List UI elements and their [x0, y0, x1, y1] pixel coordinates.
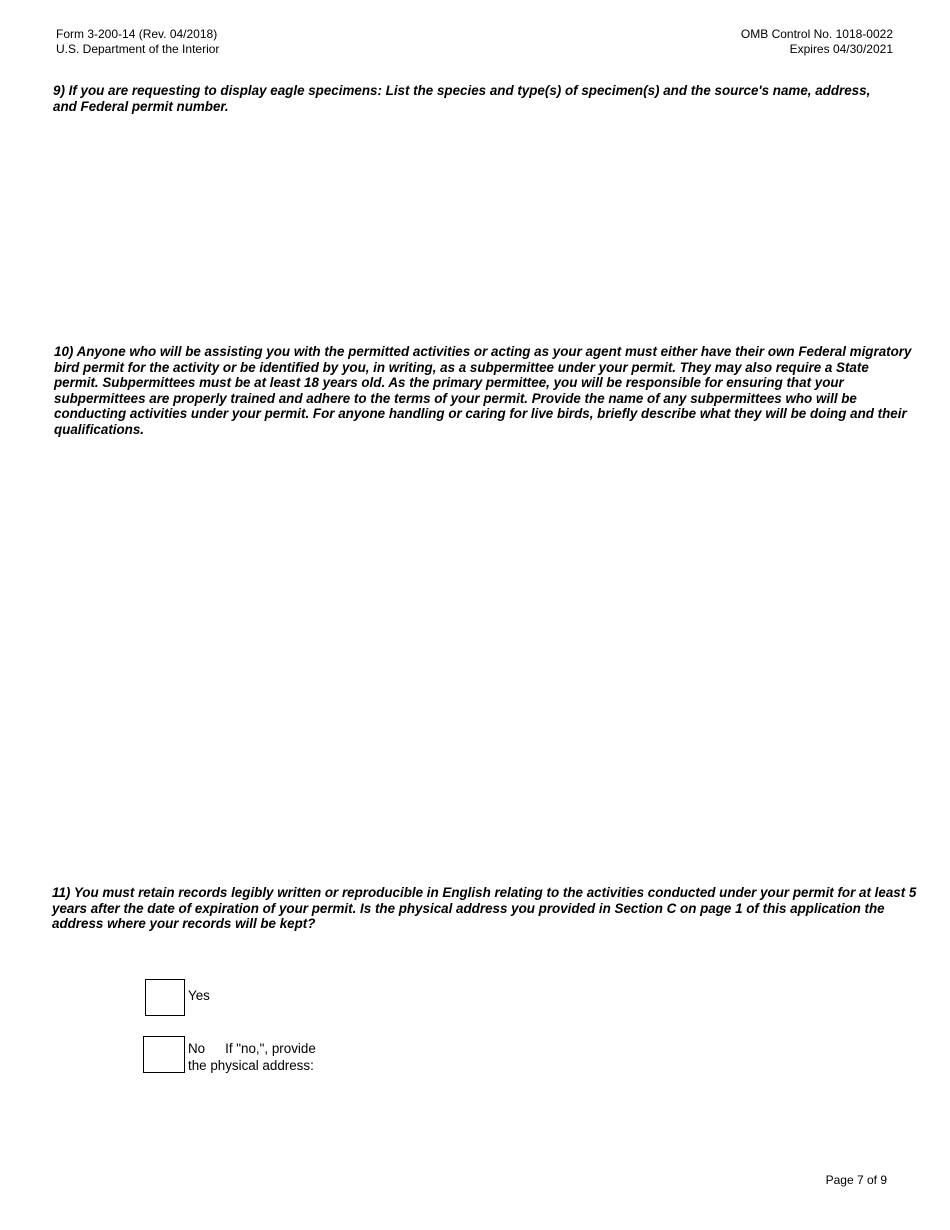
omb-control-number: OMB Control No. 1018-0022: [740, 27, 893, 41]
yes-label: Yes: [188, 988, 210, 1003]
form-number: Form 3-200-14 (Rev. 04/2018): [56, 27, 218, 41]
no-instruction-line-1: If "no,", provide: [225, 1041, 316, 1056]
no-label: No: [188, 1041, 206, 1056]
yes-checkbox[interactable]: [145, 979, 185, 1016]
question-10-answer-area[interactable]: [53, 444, 913, 874]
question-9-answer-area[interactable]: [53, 120, 913, 335]
question-10: 10) Anyone who will be assisting you with the permitted activities or acting as your agent must either have their own Federal migratory bird permit for the activity or be identified by you, in writing, as a subpermittee under your permit. They may also require a State permit. Subpermittees must be at least 18 years old. As the primary permittee, you will be responsible for ensuring that your subpermittees are properly trained and adhere to the terms of your permit. Provide the name of any subpermittees who will be conducting activities under your permit. For anyone handling or caring for live birds, briefly describe what they will be doing and their qualifications.: [54, 344, 912, 437]
department-name: U.S. Department of the Interior: [56, 42, 220, 56]
no-checkbox[interactable]: [143, 1036, 185, 1073]
expiration-date: Expires 04/30/2021: [789, 42, 893, 56]
header-right: [700, 27, 893, 57]
question-11: 11) You must retain records legibly written or reproducible in English relating to the activities conducted under your permit for at least 5 years after the date of expiration of your permit. Is the physical address you provided in Section C on page 1 of this application the address where your records will be kept?: [52, 885, 917, 931]
no-label-group: [188, 1041, 328, 1074]
page-number: Page 7 of 9: [825, 1173, 887, 1187]
no-instruction-line-2: the physical address:: [188, 1057, 314, 1073]
question-9: 9) If you are requesting to display eagle specimens: List the species and type(s) of specimen(s) and the source's name, address, and Federal permit number.: [53, 83, 871, 114]
header-left: [56, 27, 219, 57]
